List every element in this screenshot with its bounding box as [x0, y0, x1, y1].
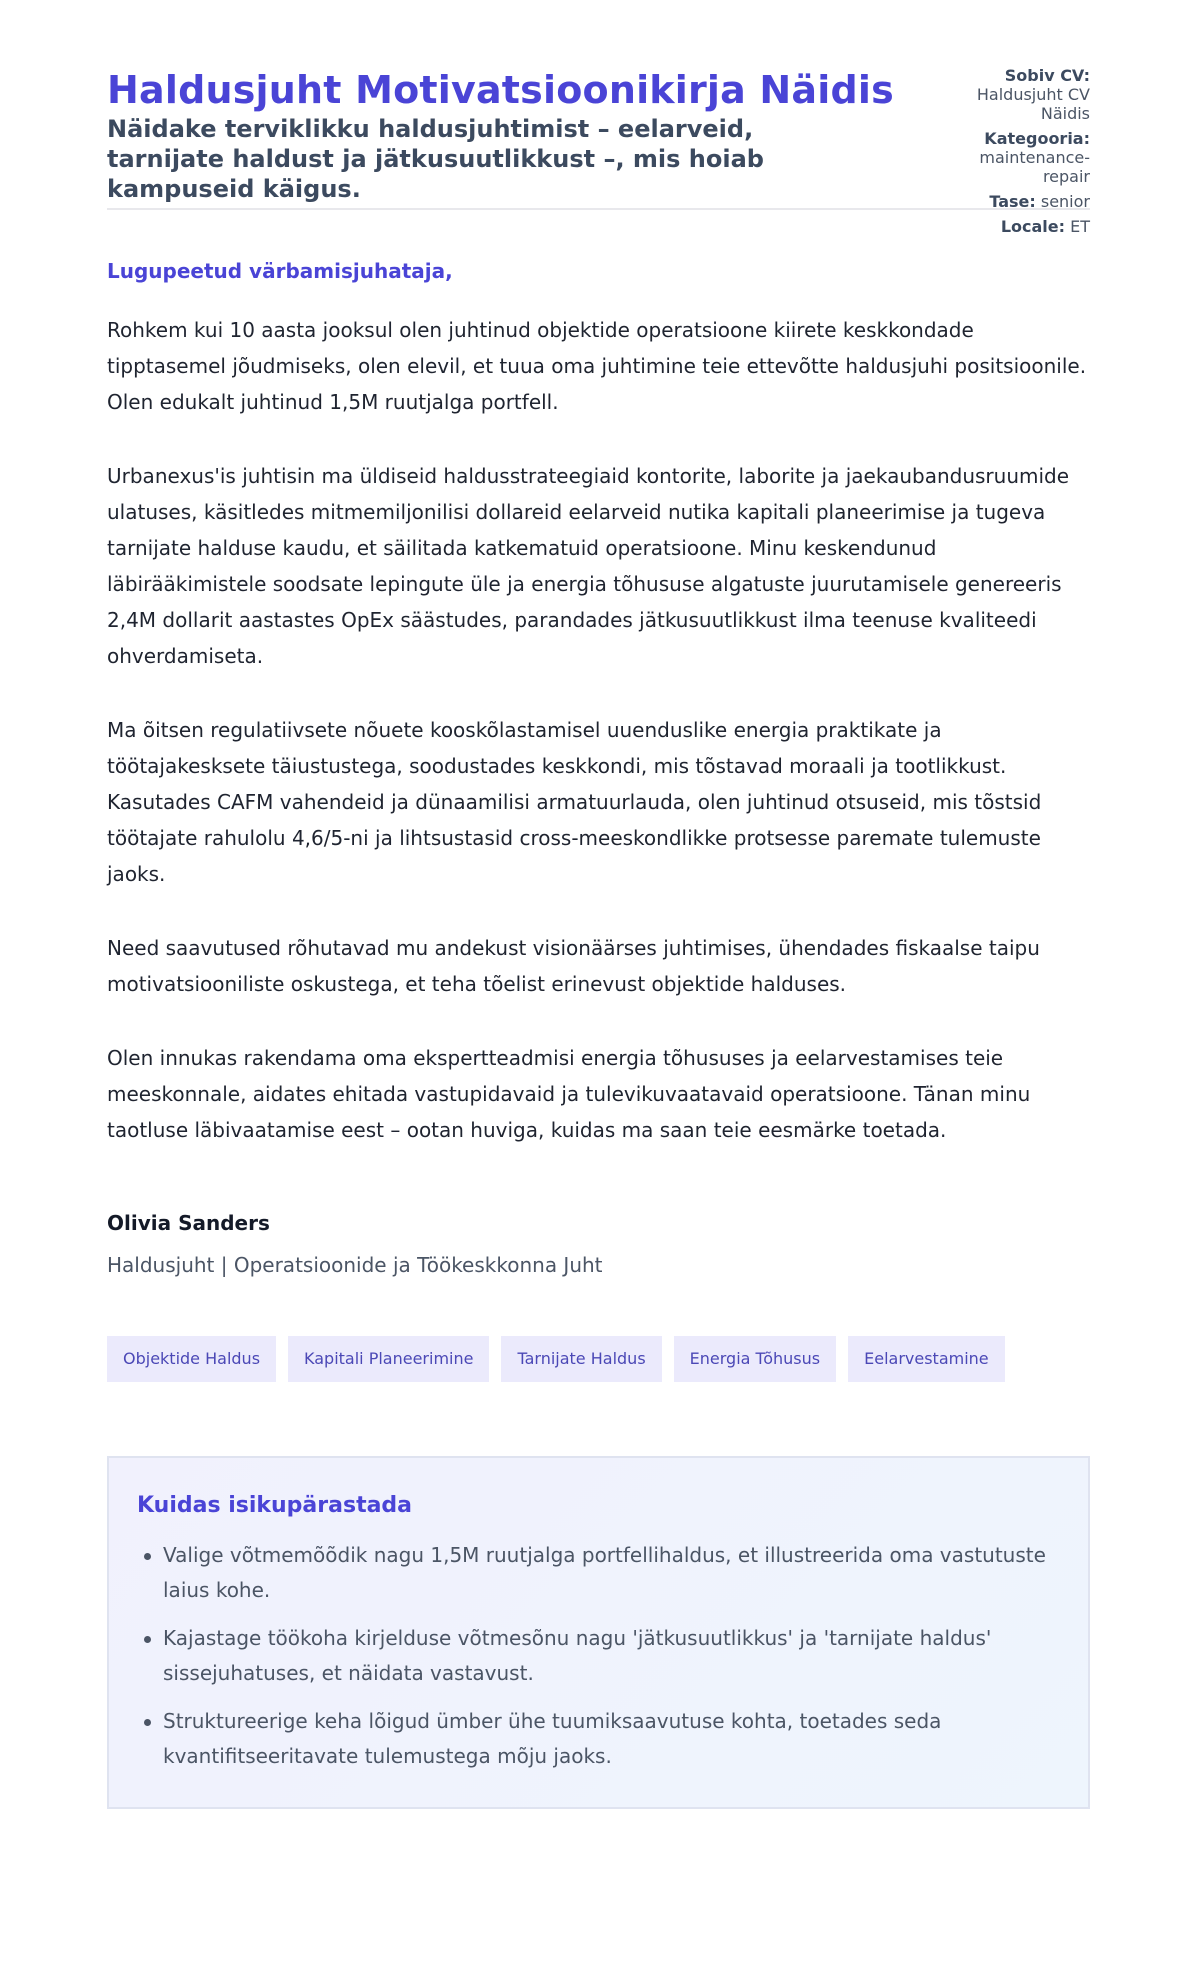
tip-text: Struktureerige keha lõigud ümber ühe tuumiksaavutuse kohta, toetades seda kvantifitseeritavate tulemustega mõju jaoks. — [163, 1709, 942, 1768]
signature-title: Haldusjuht | Operatsioonide ja Töökeskkonna Juht — [107, 1253, 603, 1277]
letter-salutation: Lugupeetud värbamisjuhataja, — [107, 259, 453, 283]
meta-cv-value: Haldusjuht CV Näidis — [976, 85, 1090, 123]
personalization-tips-box — [107, 1456, 1090, 1809]
skill-tag: Tarnijate Haldus — [501, 1336, 661, 1382]
letter-body — [107, 312, 1090, 1148]
tips-title: Kuidas isikupärastada — [137, 1493, 413, 1518]
page-subtitle: Näidake terviklikku haldusjuhtimist – eelarveid, tarnijate haldust ja jätkusuutlikkust –, mis hoiab kampuseid käigus. — [107, 115, 764, 203]
letter-paragraph: Ma õitsen regulatiivsete nõuete kooskõlastamisel uuenduslike energia praktikate ja töötajakesksete täiustustega, soodustades keskkondi, mis tõstavad moraali ja tootlikkust. Kasutades CAFM vahendeid ja dünaamilisi armatuurlauda, olen juhtinud otsuseid, mis tõstsid töötajate rahulolu 4,6/5-ni ja lihtsustasid cross-meeskondlikke protsesse paremate tulemuste jaoks. — [107, 718, 1042, 886]
bullet-icon — [144, 1636, 151, 1643]
bullet-icon — [144, 1553, 151, 1560]
skill-tag: Eelarvestamine — [848, 1336, 1005, 1382]
skill-tags — [107, 1336, 1090, 1382]
meta-level — [950, 192, 1090, 211]
tip-text: Kajastage töökoha kirjelduse võtmesõnu nagu 'jätkusuutlikkus' ja 'tarnijate haldus' sissejuhatuses, et näidata vastavust. — [163, 1626, 992, 1685]
skill-tag: Objektide Haldus — [107, 1336, 276, 1382]
meta-cv — [950, 66, 1090, 123]
page-title: Haldusjuht Motivatsioonikirja Näidis — [107, 68, 894, 112]
meta-category-label: Kategooria: — [984, 129, 1090, 148]
meta-panel — [950, 66, 1090, 242]
skill-tag: Energia Tõhusus — [674, 1336, 836, 1382]
meta-cv-label: Sobiv CV: — [1004, 66, 1090, 85]
cover-letter-page — [107, 0, 1090, 1809]
meta-locale — [950, 217, 1090, 236]
bullet-icon — [144, 1719, 151, 1726]
tips-list — [137, 1538, 1060, 1774]
meta-category — [950, 129, 1090, 186]
letter-paragraph: Urbanexus'is juhtisin ma üldiseid haldusstrateegiaid kontorite, laborite ja jaekaubandusruumide ulatuses, käsitledes mitmemiljonilisi dollareid eelarveid nutika kapitali planeerimise ja tugeva tarnijate halduse kaudu, et säilitada katkematuid operatsioone. Minu keskendunud läbirääkimistele soodsate lepingute üle ja energia tõhususe algatuste juurutamisele genereeris 2,4M dollarit aastastes OpEx säästudes, parandades jätkusuutlikkust ilma teenuse kvaliteedi ohverdamiseta. — [107, 464, 1070, 668]
tip-item — [137, 1704, 1060, 1774]
signature-block — [107, 1210, 1090, 1278]
meta-locale-value: ET — [1070, 217, 1090, 236]
letter-paragraph: Rohkem kui 10 aasta jooksul olen juhtinud objektide operatsioone kiirete keskkondade tipptasemel jõudmiseks, olen elevil, et tuua oma juhtimine teie ettevõtte haldusjuhi positsioonile. Olen edukalt juhtinud 1,5M ruutjalga portfell. — [107, 318, 1087, 414]
page-header — [107, 0, 1090, 236]
meta-level-value: senior — [1040, 192, 1090, 211]
meta-locale-label: Locale: — [1000, 217, 1066, 236]
tip-item — [137, 1538, 1060, 1608]
meta-level-label: Tase: — [989, 192, 1036, 211]
tip-text: Valige võtmemõõdik nagu 1,5M ruutjalga portfellihaldus, et illustreerida oma vastutuste laius kohe. — [163, 1543, 1046, 1602]
skill-tag: Kapitali Planeerimine — [288, 1336, 489, 1382]
letter-paragraph: Olen innukas rakendama oma ekspertteadmisi energia tõhususes ja eelarvestamises teie meeskonnale, aidates ehitada vastupidavaid ja tulevikuvaatavaid operatsioone. Tänan minu taotluse läbivaatamise eest – ootan huviga, kuidas ma saan teie eesmärke toetada. — [107, 1046, 1031, 1142]
letter-paragraph: Need saavutused rõhutavad mu andekust visionäärses juhtimises, ühendades fiskaalse taipu motivatsiooniliste oskustega, et teha tõelist erinevust objektide halduses. — [107, 936, 1040, 996]
meta-category-value: maintenance-repair — [979, 148, 1090, 186]
signature-name: Olivia Sanders — [107, 1211, 270, 1235]
tip-item — [137, 1621, 1060, 1691]
